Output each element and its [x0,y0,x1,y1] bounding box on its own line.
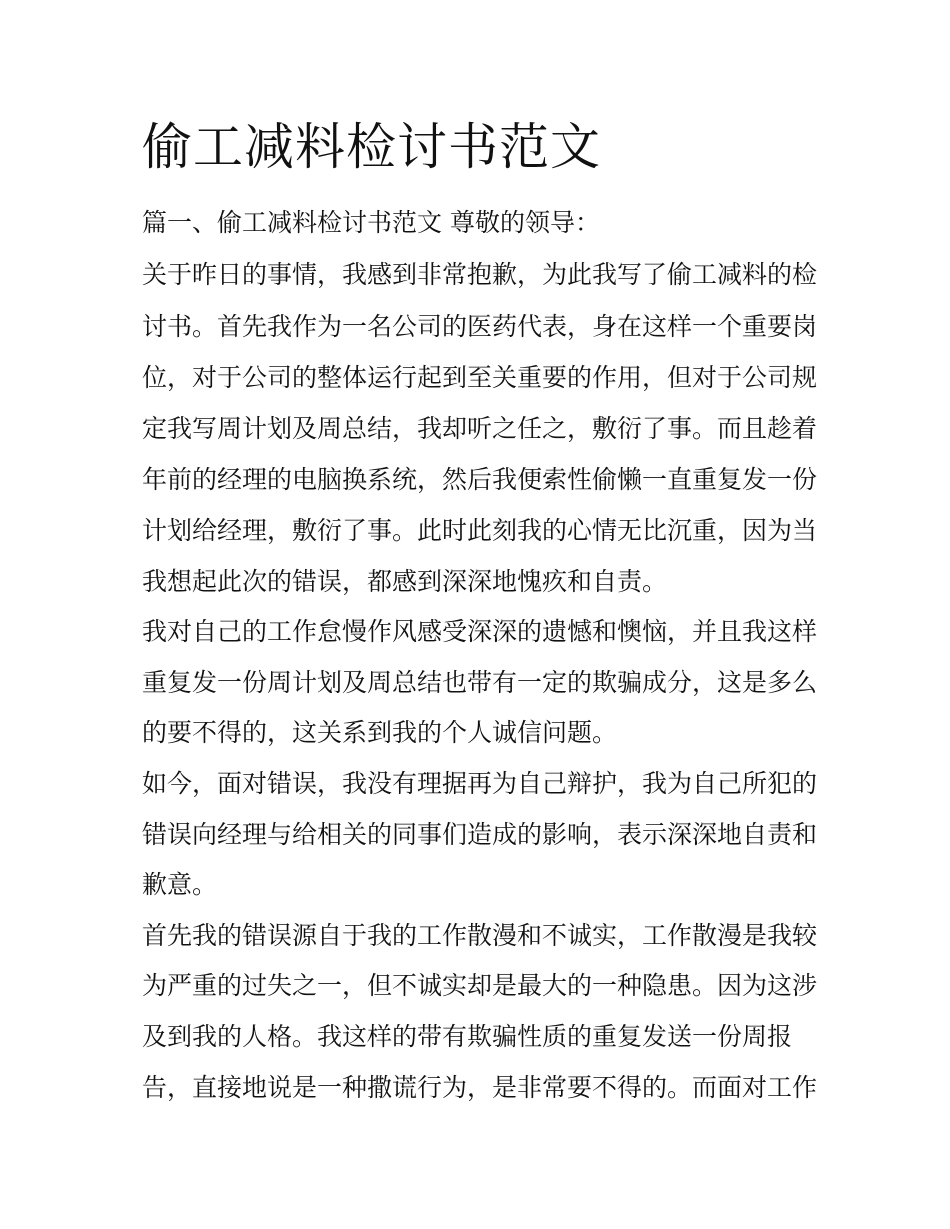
text-line: 定我写周计划及周总结，我却听之任之，敷衍了事。而且趁着 [142,414,818,443]
text-line: 的要不得的，这关系到我的个人诚信问题。 [142,718,618,747]
text-line: 告，直接地说是一种撒谎行为，是非常要不得的。而面对工作 [142,1073,818,1102]
text-line: 篇一、偷工减料检讨书范文 尊敬的领导： [142,208,600,237]
text-line: 讨书。首先我作为一名公司的医药代表，身在这样一个重要岗 [142,312,818,341]
text-line: 我想起此次的错误，都感到深深地愧疚和自责。 [142,567,668,596]
text-line: 歉意。 [142,870,218,899]
text-line: 年前的经理的电脑换系统，然后我便索性偷懒一直重复发一份 [142,465,818,494]
text-line: 及到我的人格。我这样的带有欺骗性质的重复发送一份周报 [142,1022,793,1051]
text-line: 首先我的错误源自于我的工作散漫和不诚实，工作散漫是我较 [142,921,818,950]
text-line: 错误向经理与给相关的同事们造成的影响，表示深深地自责和 [142,820,818,849]
text-line: 位，对于公司的整体运行起到至关重要的作用，但对于公司规 [142,363,818,392]
text-line: 如今，面对错误，我没有理据再为自己辩护，我为自己所犯的 [142,769,818,798]
text-line: 关于昨日的事情，我感到非常抱歉，为此我写了偷工减料的检 [142,260,818,289]
text-line: 为严重的过失之一，但不诚实却是最大的一种隐患。因为这涉 [142,971,818,1000]
text-line: 重复发一份周计划及周总结也带有一定的欺骗成分，这是多么 [142,668,818,697]
document-title: 偷工减料检讨书范文 [142,118,601,176]
text-line: 计划给经理，敷衍了事。此时此刻我的心情无比沉重，因为当 [142,516,818,545]
text-line: 我对自己的工作怠慢作风感受深深的遗憾和懊恼，并且我这样 [142,617,818,646]
